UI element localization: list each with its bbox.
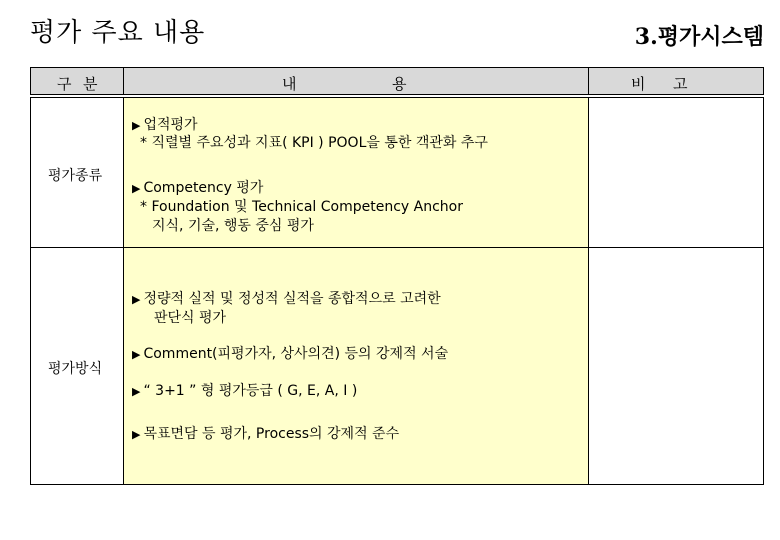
bullet-arrow-icon: ▶ <box>132 119 141 132</box>
bullet-arrow-icon: ▶ <box>132 293 141 306</box>
header-content <box>123 67 589 95</box>
row-evaluation-types-label: 평가종류 <box>48 168 103 184</box>
item-text: 업적평가 <box>143 117 198 133</box>
item-kpi-pool: * 직렬별 주요성과 지표( KPI ) POOL을 통한 객관화 추구 <box>140 135 488 151</box>
row-evaluation-method-label-cell <box>30 247 124 485</box>
item-text: 목표면담 등 평가, Process의 강제적 준수 <box>143 426 400 442</box>
item-text: Competency 평가 <box>143 180 264 196</box>
item-quantitative-qualitative <box>132 290 441 309</box>
item-text: 정량적 실적 및 정성적 실적을 종합적으로 고려한 <box>143 291 441 307</box>
item-competency-eval <box>132 179 263 198</box>
section-title: 3.평가시스템 <box>634 24 764 50</box>
header-remarks-char-2: 고 <box>673 75 688 93</box>
item-text: Comment(피평가자, 상사의견) 등의 강제적 서술 <box>143 346 449 362</box>
item-performance-eval <box>132 116 198 135</box>
row-evaluation-types-remarks-cell <box>588 97 764 248</box>
row-evaluation-types-label-cell <box>30 97 124 248</box>
row-evaluation-method-label: 평가방식 <box>48 361 103 377</box>
header-remarks <box>588 67 764 95</box>
item-knowledge-skill-behavior: 지식, 기술, 행동 중심 평가 <box>152 218 314 234</box>
page-title: 평가 주요 내용 <box>30 18 206 48</box>
row-evaluation-types-content-cell <box>123 97 589 248</box>
header-category-char-2: 분 <box>83 75 98 93</box>
bullet-arrow-icon: ▶ <box>132 182 141 195</box>
header-category-char-1: 구 <box>57 75 72 93</box>
item-foundation-technical: * Foundation 및 Technical Competency Anchor <box>140 199 463 215</box>
item-rating-grade <box>132 382 357 401</box>
header-content-char-2: 용 <box>392 75 407 93</box>
row-evaluation-method-content-cell <box>123 247 589 485</box>
bullet-arrow-icon: ▶ <box>132 385 141 398</box>
row-evaluation-method-remarks-cell <box>588 247 764 485</box>
item-goal-interview <box>132 425 399 444</box>
bullet-arrow-icon: ▶ <box>132 428 141 441</box>
header-category <box>30 67 124 95</box>
header-remarks-char-1: 비 <box>631 75 646 93</box>
header-content-char-1: 내 <box>282 75 297 93</box>
item-judgment-eval: 판단식 평가 <box>154 310 227 326</box>
bullet-arrow-icon: ▶ <box>132 348 141 361</box>
item-text: “ 3+1 ” 형 평가등급 ( G, E, A, I ) <box>143 383 358 399</box>
item-comment <box>132 345 448 364</box>
